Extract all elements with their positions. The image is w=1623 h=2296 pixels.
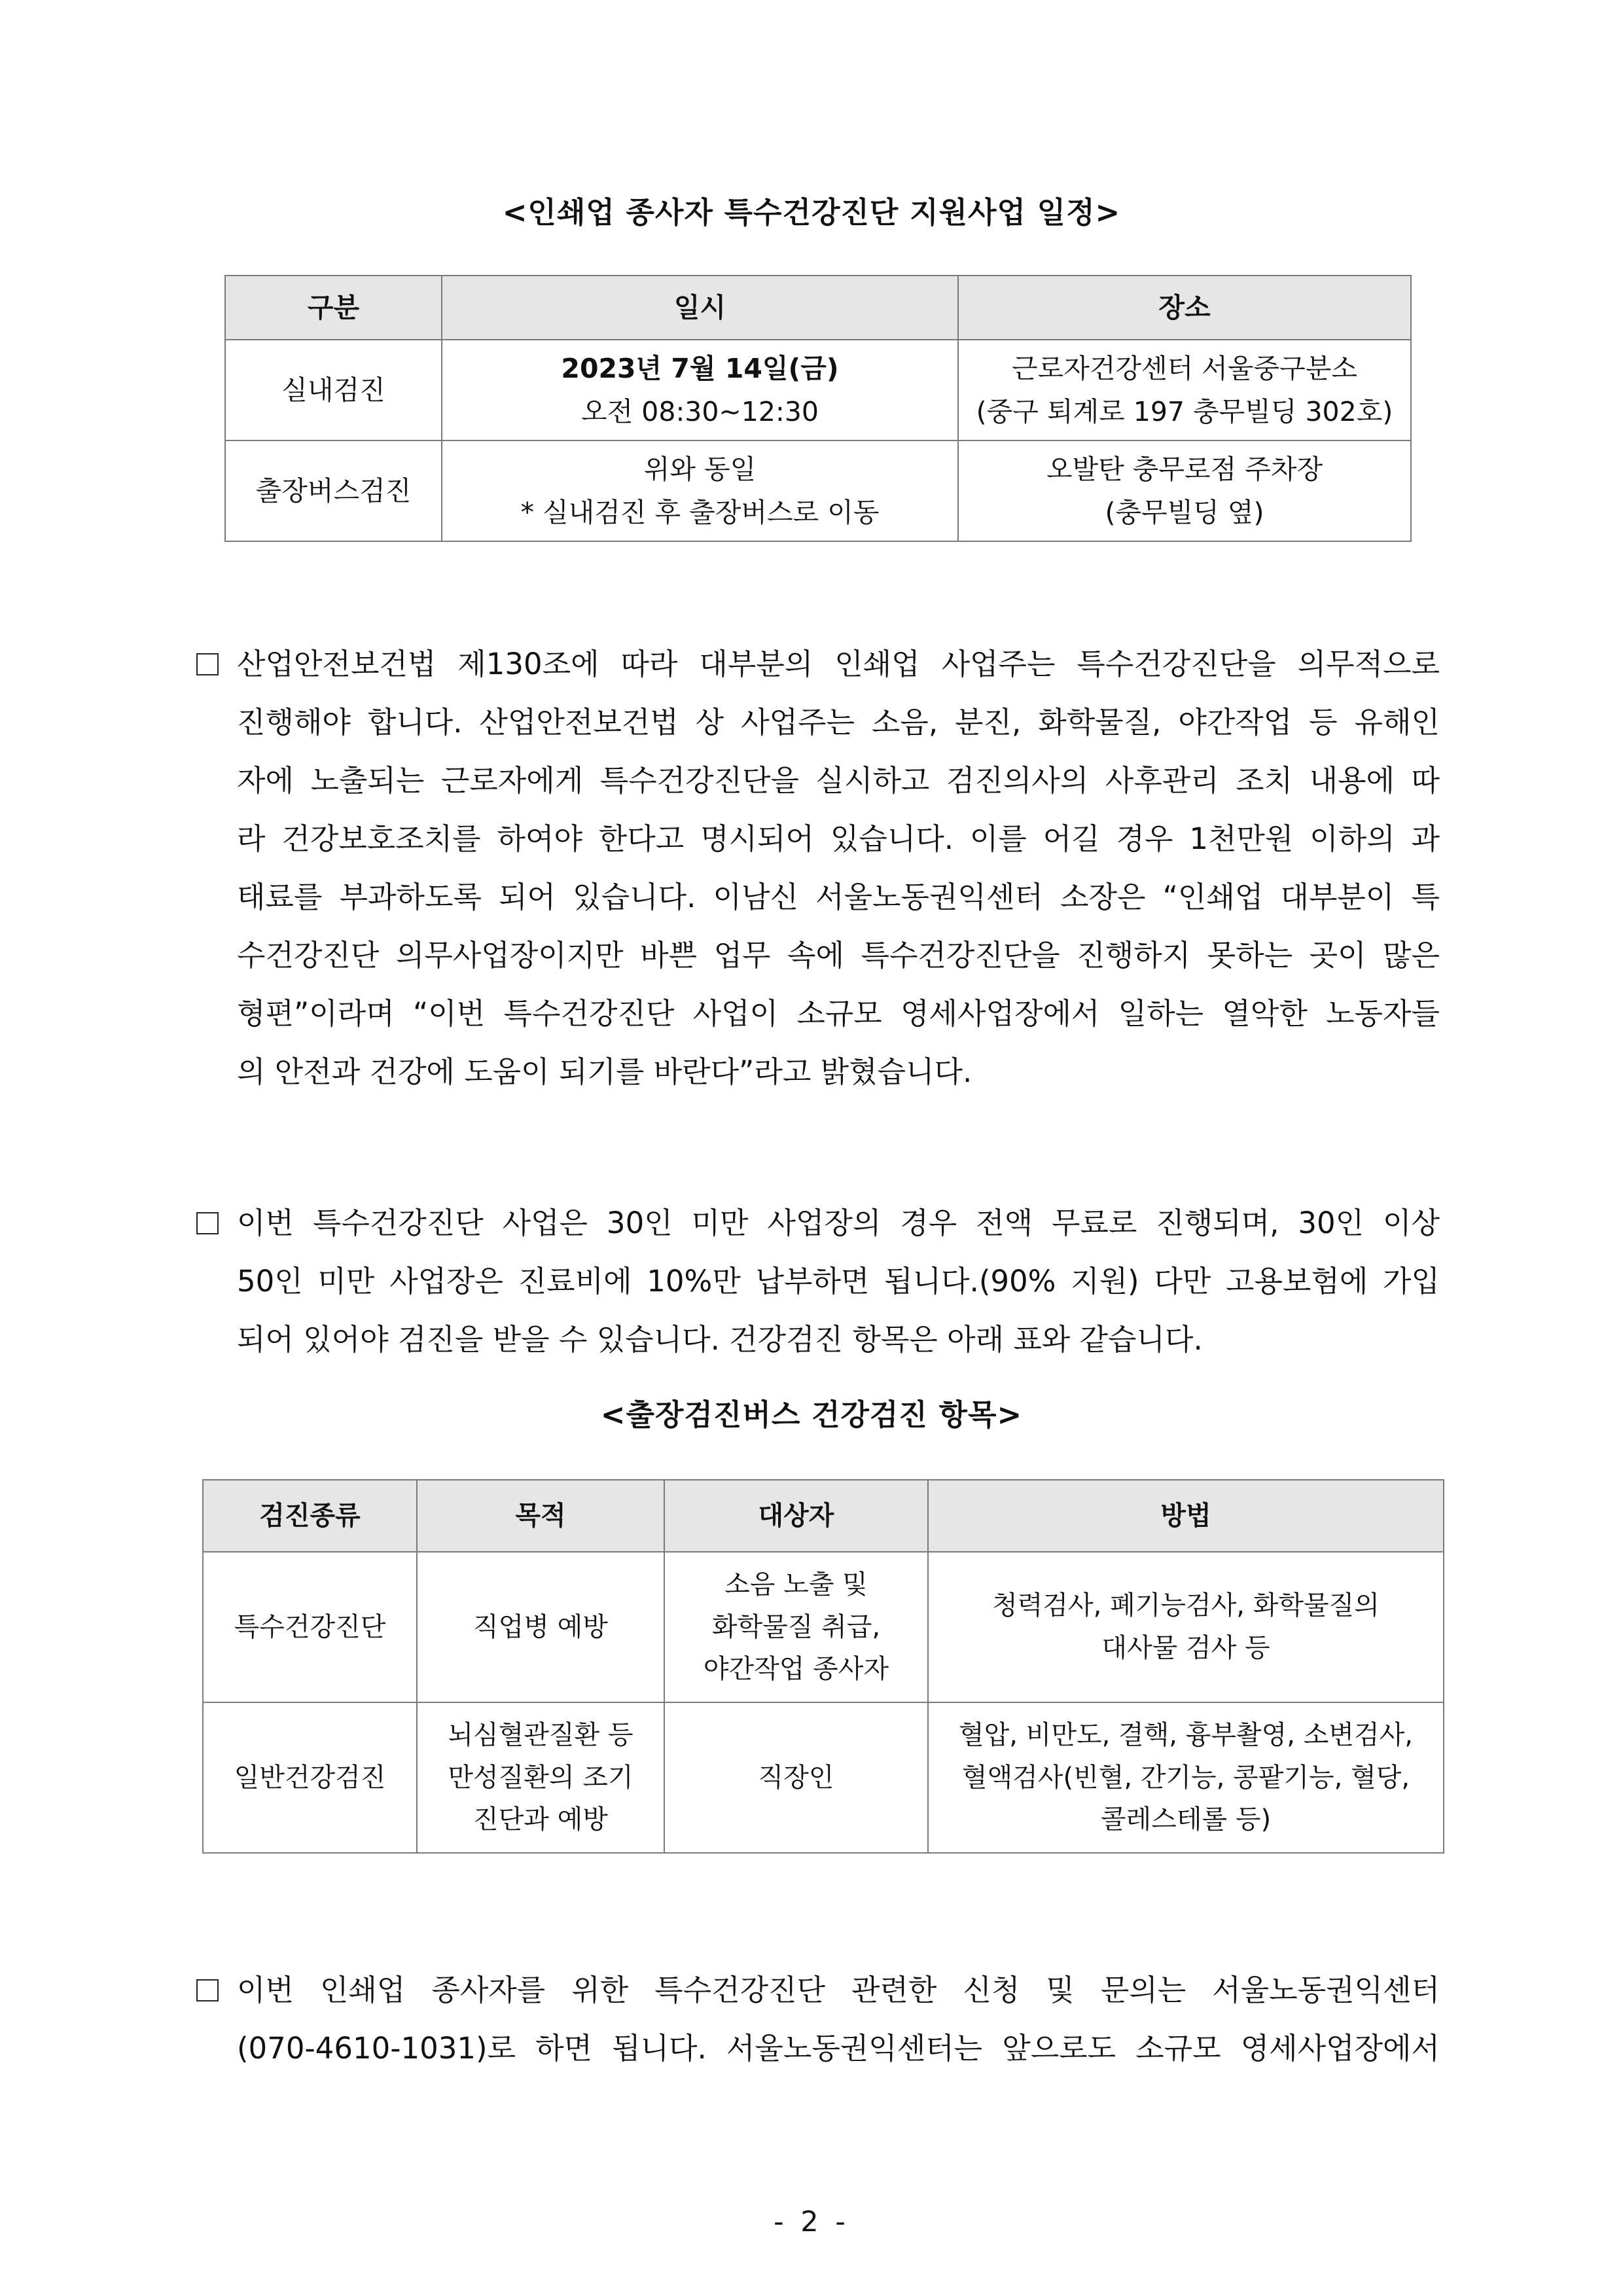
checkup-items-table [202,1479,1444,1854]
row-type: 특수건강진단 [203,1552,417,1702]
paragraph-line: 수건강진단 의무사업장이지만 바쁜 업무 속에 특수건강진단을 진행하지 못하는 곳이 많은 [237,938,1440,973]
row-place [958,340,1411,440]
purpose-line: 뇌심혈관질환 등 [448,1719,633,1750]
paragraph-line: 형편”이라며 “이번 특수건강진단 사업이 소규모 영세사업장에서 일하는 열악한 노동자들 [237,996,1440,1031]
paragraph-line-text: 산업안전보건법 제130조에 따라 대부분의 인쇄업 사업주는 특수건강진단을 의무적으로 [237,647,1440,681]
target-line: 화학물질 취급, [711,1611,881,1642]
paragraph-line: 진행해야 합니다. 산업안전보건법 상 사업주는 소음, 분진, 화학물질, 야간작업 등 유해인 [237,705,1440,740]
table-row [203,1702,1444,1853]
table-header-row [203,1480,1444,1552]
paragraph-line [196,1194,1440,1252]
paragraph-line-text: 이번 인쇄업 종사자를 위한 특수건강진단 관련한 신청 및 문의는 서울노동권익센터 [237,1973,1440,2007]
time-text: 오전 08:30~12:30 [581,396,819,427]
row-purpose [417,1552,664,1702]
method-line: 콜레스테롤 등) [1100,1804,1272,1835]
paragraph-line: 되어 있어야 검진을 받을 수 있습니다. 건강검진 항목은 아래 표와 같습니다. [237,1322,1203,1357]
checkbox-bullet-icon [196,1212,219,1234]
schedule-table [224,275,1412,542]
table-row [225,340,1411,440]
row-place [958,440,1411,541]
purpose-line: 만성질환의 조기 [448,1762,633,1793]
row-type: 일반건강검진 [203,1702,417,1853]
place-address: (중구 퇴계로 197 충무빌딩 302호) [976,396,1393,427]
row-method [928,1702,1444,1853]
header-datetime: 일시 [442,276,958,340]
date-text: 2023년 7월 14일(금) [561,352,839,384]
header-type: 검진종류 [203,1480,417,1552]
target-line: 소음 노출 및 [724,1569,868,1600]
header-method: 방법 [928,1480,1444,1552]
row-category: 실내검진 [225,340,442,440]
paragraph-line: (070-4610-1031)로 하면 됩니다. 서울노동권익센터는 앞으로도 소규모 영세사업장에서 [237,2031,1440,2066]
paragraph-line [196,635,1440,693]
paragraph-line: 자에 노출되는 근로자에게 특수건강진단을 실시하고 검진의사의 사후관리 조치 내용에 따 [237,763,1440,798]
date-text: 위와 동일 [643,453,757,485]
paragraph-legal-obligation [196,635,1440,1101]
method-line: 대사물 검사 등 [1101,1633,1270,1663]
paragraph-line: 의 안전과 건강에 도움이 되기를 바란다”라고 밝혔습니다. [237,1054,972,1089]
place-name: 근로자건강센터 서울중구분소 [1012,352,1357,384]
method-line: 혈압, 비만도, 결핵, 흉부촬영, 소변검사, [958,1719,1414,1750]
table-row [203,1552,1444,1702]
row-datetime [442,440,958,541]
row-target [664,1702,928,1853]
items-title: <출장검진버스 건강검진 항목> [600,1397,1023,1432]
checkbox-bullet-icon [196,653,219,675]
row-category: 출장버스검진 [225,440,442,541]
header-place: 장소 [958,276,1411,340]
paragraph-line: 라 건강보호조치를 하여야 한다고 명시되어 있습니다. 이를 어길 경우 1천만원 이하의 과 [237,821,1440,856]
schedule-title: <인쇄업 종사자 특수건강진단 지원사업 일정> [502,195,1121,230]
row-target [664,1552,928,1702]
header-target: 대상자 [664,1480,928,1552]
paragraph-cost-support [196,1194,1440,1369]
header-category: 구분 [225,276,442,340]
place-address: (충무빌딩 옆) [1105,497,1264,528]
paragraph-line [196,1961,1440,2019]
method-line: 혈액검사(빈혈, 간기능, 콩팥기능, 혈당, [961,1762,1410,1793]
target-line: 직장인 [758,1762,834,1793]
header-purpose: 목적 [417,1480,664,1552]
paragraph-contact [196,1961,1440,2077]
purpose-line: 진단과 예방 [473,1804,608,1835]
date-note: * 실내검진 후 출장버스로 이동 [520,497,880,528]
row-method [928,1552,1444,1702]
method-line: 청력검사, 폐기능검사, 화학물질의 [992,1590,1380,1621]
paragraph-line-text: 이번 특수건강진단 사업은 30인 미만 사업장의 경우 전액 무료로 진행되며, 30인 이상 [237,1206,1440,1240]
page-number: - 2 - [774,2206,849,2238]
table-header-row [225,276,1411,340]
paragraph-line: 50인 미만 사업장은 진료비에 10%만 납부하면 됩니다.(90% 지원) 다만 고용보험에 가입 [237,1264,1440,1299]
target-line: 야간작업 종사자 [703,1654,889,1685]
table-row [225,440,1411,541]
row-purpose [417,1702,664,1853]
purpose-line: 직업병 예방 [473,1611,608,1642]
row-datetime [442,340,958,440]
place-name: 오발탄 충무로점 주차장 [1046,453,1323,485]
checkbox-bullet-icon [196,1979,219,2001]
paragraph-line: 태료를 부과하도록 되어 있습니다. 이남신 서울노동권익센터 소장은 “인쇄업 대부분이 특 [237,880,1440,914]
